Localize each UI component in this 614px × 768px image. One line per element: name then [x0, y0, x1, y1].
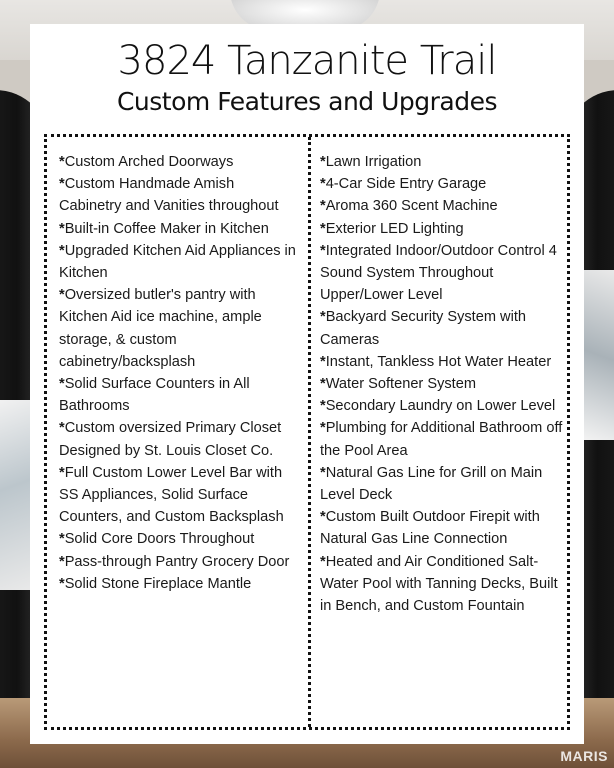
bullet-star: *: [320, 353, 326, 370]
feature-text: Instant, Tankless Hot Water Heater: [325, 353, 552, 370]
feature-text: Custom Handmade Amish Cabinetry and Vanities throughout: [59, 176, 279, 215]
bullet-star: *: [59, 420, 65, 437]
feature-item: [320, 373, 565, 395]
feature-text: Integrated Indoor/Outdoor Control 4 Sound System Throughout Upper/Lower Level: [320, 242, 557, 304]
bullet-star: *: [59, 154, 65, 170]
features-list-left: [59, 151, 299, 595]
feature-text: Pass-through Pantry Grocery Door: [64, 553, 290, 570]
bullet-star: *: [59, 553, 65, 570]
bullet-star: *: [320, 420, 326, 437]
bullet-star: *: [59, 287, 65, 304]
feature-item: [59, 417, 299, 461]
bullet-star: *: [59, 376, 65, 393]
features-card: [30, 24, 584, 744]
feature-item: [59, 173, 299, 217]
feature-text: Secondary Laundry on Lower Level: [325, 398, 556, 415]
feature-item: [320, 306, 565, 350]
feature-item: [320, 506, 565, 550]
feature-text: Oversized butler's pantry with Kitchen Aid ice machine, ample storage, & custom cabinetry/backsplash: [59, 287, 262, 370]
feature-text: Solid Surface Counters in All Bathrooms: [59, 376, 250, 415]
bullet-star: *: [320, 220, 326, 237]
page-title: 3824 Tanzanite Trail: [117, 38, 497, 84]
feature-text: Built-in Coffee Maker in Kitchen: [64, 220, 269, 237]
feature-item: [59, 284, 299, 373]
bullet-star: *: [59, 464, 65, 481]
feature-text: Custom oversized Primary Closet Designed by St. Louis Closet Co.: [59, 420, 282, 459]
feature-text: Aroma 360 Scent Machine: [325, 198, 498, 215]
feature-text: Custom Built Outdoor Firepit with Natural Gas Line Connection: [320, 509, 540, 548]
feature-item: [59, 462, 299, 529]
bullet-star: *: [320, 198, 326, 215]
feature-item: [320, 417, 565, 461]
feature-text: Custom Arched Doorways: [64, 154, 234, 170]
feature-item: [320, 173, 565, 195]
feature-text: Lawn Irrigation: [325, 154, 422, 170]
feature-text: Solid Core Doors Throughout: [64, 531, 255, 548]
page-subtitle: Custom Features and Upgrades: [116, 87, 498, 116]
feature-text: Water Softener System: [325, 376, 477, 393]
feature-text: Solid Stone Fireplace Mantle: [64, 575, 252, 592]
feature-text: Backyard Security System with Cameras: [320, 309, 527, 348]
bullet-star: *: [59, 531, 65, 548]
feature-item: [59, 151, 299, 173]
feature-item: [59, 528, 299, 550]
bullet-star: *: [59, 575, 65, 592]
feature-item: [320, 218, 565, 240]
feature-text: Plumbing for Additional Bathroom off the Pool Area: [320, 420, 563, 459]
feature-text: Heated and Air Conditioned Salt-Water Pool with Tanning Decks, Built in Bench, and Custom Fountain: [320, 553, 558, 615]
wall-art-right: [582, 270, 614, 440]
feature-text: Exterior LED Lighting: [325, 220, 464, 237]
bullet-star: *: [320, 154, 326, 170]
feature-item: [320, 351, 565, 373]
feature-item: [320, 151, 565, 173]
feature-text: Full Custom Lower Level Bar with SS Appliances, Solid Surface Counters, and Custom Backsplash: [59, 464, 284, 526]
features-box: [44, 134, 570, 730]
bullet-star: *: [59, 242, 65, 259]
feature-item: [320, 551, 565, 618]
feature-item: [59, 551, 299, 573]
bullet-star: *: [59, 176, 65, 193]
feature-text: Natural Gas Line for Grill on Main Level Deck: [320, 464, 543, 504]
feature-item: [320, 195, 565, 217]
bullet-star: *: [320, 376, 326, 393]
bullet-star: *: [320, 553, 326, 570]
bullet-star: *: [59, 220, 65, 237]
bullet-star: *: [320, 398, 326, 415]
wall-art-left: [0, 400, 32, 590]
feature-text: 4-Car Side Entry Garage: [325, 176, 487, 193]
feature-item: [59, 240, 299, 284]
feature-item: [59, 373, 299, 417]
bullet-star: *: [320, 176, 326, 193]
feature-item: [320, 462, 565, 506]
feature-item: [320, 395, 565, 417]
bullet-star: *: [320, 464, 326, 481]
column-divider: [308, 137, 311, 727]
bullet-star: *: [320, 309, 326, 326]
features-list-right: [320, 151, 565, 617]
bullet-star: *: [320, 509, 326, 526]
feature-text: Upgraded Kitchen Aid Appliances in Kitchen: [59, 242, 296, 282]
watermark: MARIS: [560, 748, 608, 764]
feature-item: [59, 573, 299, 595]
feature-item: [59, 218, 299, 240]
feature-item: [320, 240, 565, 307]
bullet-star: *: [320, 242, 326, 259]
